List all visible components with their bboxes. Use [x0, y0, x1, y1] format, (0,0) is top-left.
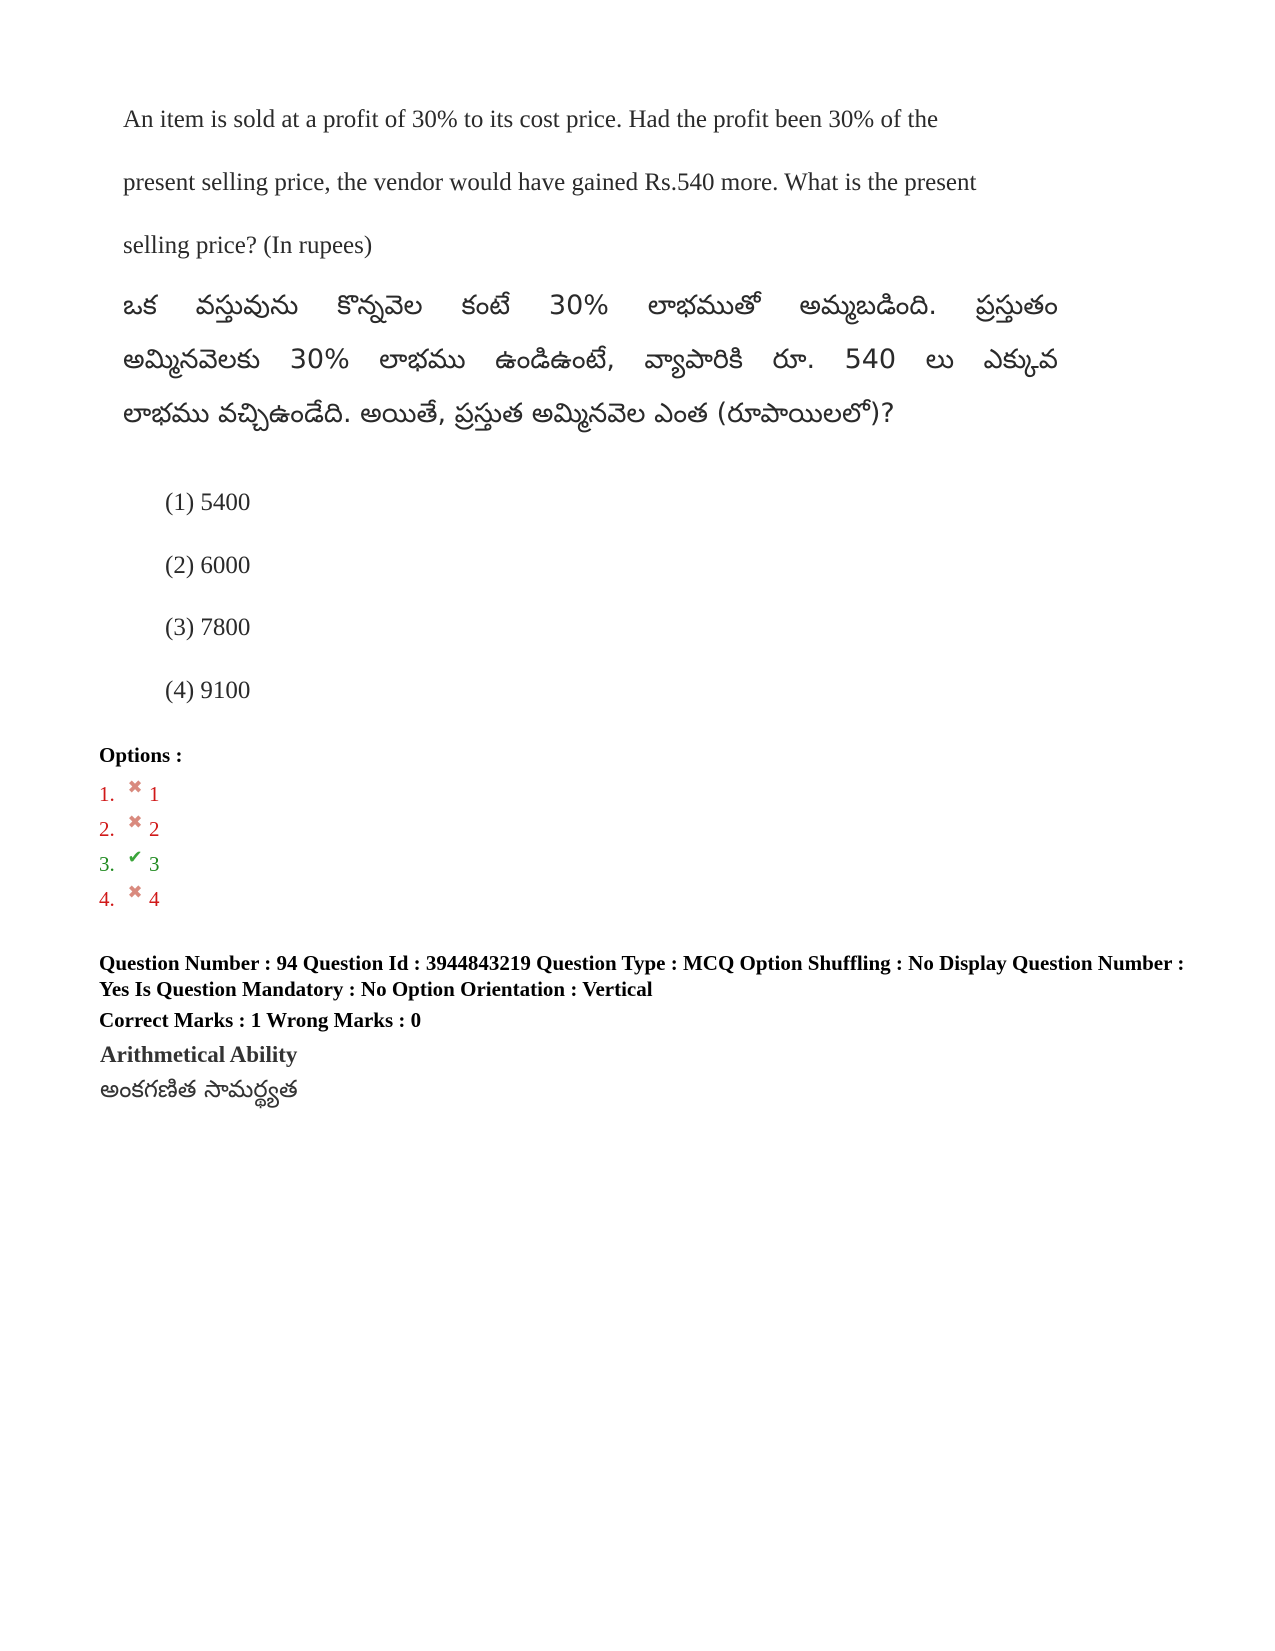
question-line-telugu: లాభము వచ్చిఉండేది. అయితే, ప్రస్తుత అమ్మినవెల ఎంత (రూపాయిలలో)?	[123, 398, 895, 429]
cross-icon: ✖	[127, 881, 143, 903]
option-value: 1	[149, 781, 160, 806]
question-text-telugu	[123, 279, 1058, 441]
cross-icon: ✖	[127, 811, 143, 833]
question-line-telugu: అమ్మినవెలకు 30% లాభము ఉండిఉంటే, వ్యాపారికి రూ. 540 లు ఎక్కువ	[123, 344, 1058, 375]
answer-choice: (4) 9100	[165, 676, 251, 704]
section-title: Arithmetical Ability	[100, 1042, 298, 1067]
question-line: An item is sold at a profit of 30% to its cost price. Had the profit been 30% of the	[123, 106, 939, 133]
cross-icon: ✖	[127, 776, 143, 798]
answer-choice: (2) 6000	[165, 551, 251, 579]
option-value: 3	[149, 851, 160, 876]
options-list	[99, 776, 160, 916]
option-value: 2	[149, 816, 160, 841]
question-line: present selling price, the vendor would have gained Rs.540 more. What is the present	[123, 169, 977, 196]
option-row-3	[99, 846, 160, 881]
options-heading: Options :	[99, 743, 183, 767]
option-number: 2.	[99, 816, 115, 841]
option-number: 3.	[99, 851, 115, 876]
option-value: 4	[149, 886, 160, 911]
question-text-english	[123, 88, 1053, 277]
question-line-telugu: ఒక వస్తువును కొన్నవెల కంటే 30% లాభముతో అమ్మబడింది. ప్రస్తుతం	[123, 290, 1058, 321]
option-number: 4.	[99, 886, 115, 911]
answer-choice: (1) 5400	[165, 489, 251, 516]
question-line: selling price? (In rupees)	[123, 232, 373, 259]
question-metadata: Question Number : 94 Question Id : 3944843219 Question Type : MCQ Option Shuffling : No Display Question Number : Yes Is Question Mandatory : No Option Orientation : Vertical	[99, 951, 1185, 1001]
option-number: 1.	[99, 781, 115, 806]
option-row-2	[99, 811, 160, 846]
section-title-telugu: అంకగణిత సామర్థ్యత	[100, 1075, 298, 1103]
marks-info: Correct Marks : 1 Wrong Marks : 0	[99, 1008, 422, 1032]
answer-choices	[165, 488, 250, 738]
answer-choice: (3) 7800	[165, 614, 251, 641]
check-icon: ✔	[127, 846, 143, 868]
option-row-1	[99, 776, 160, 811]
option-row-4	[99, 881, 160, 916]
